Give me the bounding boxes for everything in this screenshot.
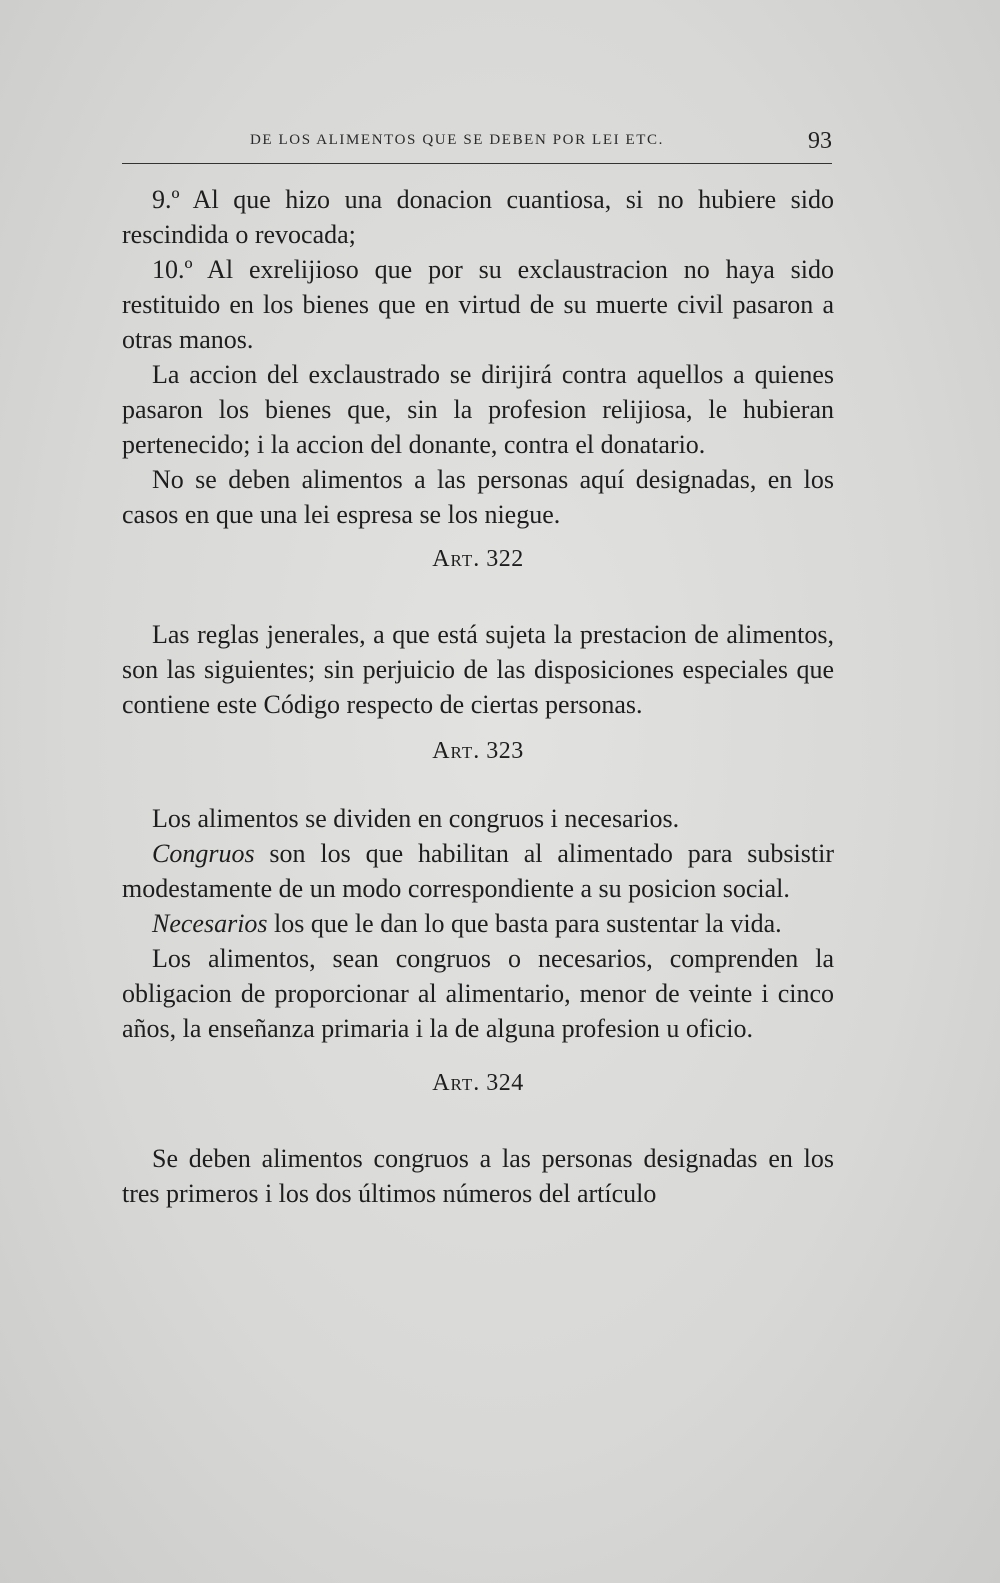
article-number: 323: [486, 738, 524, 764]
paragraph-division-alimentos: Los alimentos se dividen en congruos i necesarios.: [152, 804, 680, 833]
article-heading-322: [122, 542, 834, 577]
term-congruos: Congruos: [152, 839, 255, 868]
article-number: 322: [486, 546, 524, 572]
article-heading-323: [122, 734, 834, 769]
article-heading-324: [122, 1066, 834, 1101]
article-label: Art.: [432, 546, 481, 572]
page-number: 93: [808, 128, 832, 154]
body-text: [122, 182, 834, 1211]
term-necesarios: Necesarios: [152, 909, 268, 938]
necesarios-definition: los que le dan lo que basta para sustentar la vida.: [267, 909, 782, 938]
header-rule: [122, 163, 832, 164]
paragraph-item-9: 9.º Al que hizo una donacion cuantiosa, si no hubiere sido rescindida o revocada;: [122, 185, 834, 249]
article-label: Art.: [432, 738, 481, 764]
running-head: DE LOS ALIMENTOS QUE SE DEBEN POR LEI ETC.: [250, 132, 665, 148]
article-number: 324: [486, 1070, 524, 1096]
paragraph-congruos: [122, 836, 834, 906]
paragraph-no-alimentos: No se deben alimentos a las personas aquí designadas, en los casos en que una lei espresa se los niegue.: [122, 465, 834, 529]
article-label: Art.: [432, 1070, 481, 1096]
paragraph-exclaustrado-action: La accion del exclaustrado se dirijirá contra aquellos a quienes pasaron los bienes que, sin la profesion relijiosa, le hubieran pertenecido; i la accion del donante, contra el donatario.: [122, 360, 834, 459]
paragraph-necesarios: [122, 906, 834, 941]
congruos-definition: son los que habilitan al alimentado para subsistir modestamente de un modo correspondiente a su posicion social.: [122, 839, 834, 903]
paragraph-alimentos-congruos: Se deben alimentos congruos a las personas designadas en los tres primeros i los dos últimos números del artículo: [122, 1144, 834, 1208]
paragraph-reglas-jenerales: Las reglas jenerales, a que está sujeta la prestacion de alimentos, son las siguientes; sin perjuicio de las disposiciones especiales que contiene este Código respecto de ciertas personas.: [122, 620, 834, 719]
page-header: [122, 128, 832, 162]
paragraph-ensenanza: Los alimentos, sean congruos o necesarios, comprenden la obligacion de proporcionar al alimentario, menor de veinte i cinco años, la enseñanza primaria i la de alguna profesion u oficio.: [122, 944, 834, 1043]
paragraph-item-10: 10.º Al exrelijioso que por su exclaustracion no haya sido restituido en los bienes que en virtud de su muerte civil pasaron a otras manos.: [122, 255, 834, 354]
